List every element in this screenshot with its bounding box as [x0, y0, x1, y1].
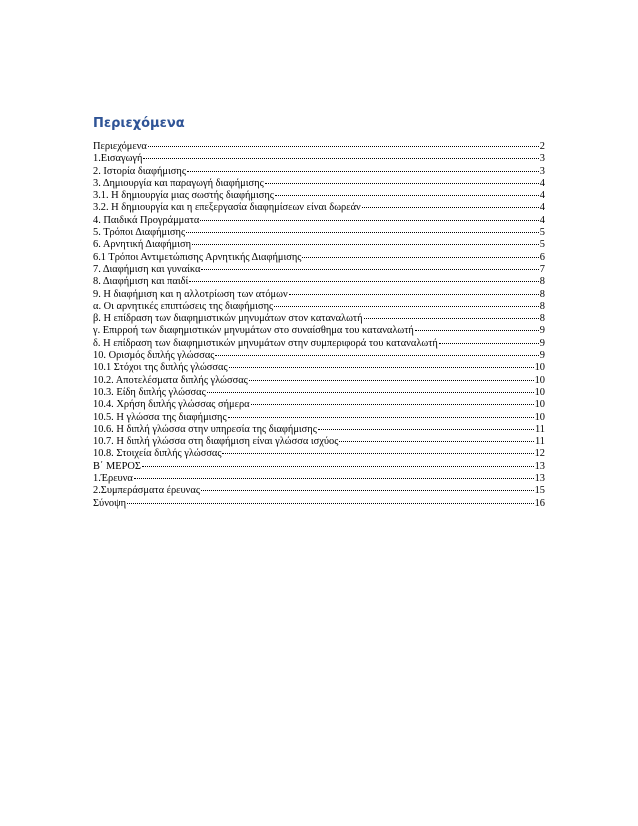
toc-dot-leader — [189, 281, 538, 282]
toc-page-number: 10 — [534, 374, 545, 386]
toc-entry-text: Περιεχόμενα — [93, 141, 147, 152]
toc-entry-text: δ. Η επίδραση των διαφημιστικών μηνυμάτων στην συμπεριφορά του καταναλωτή — [93, 337, 438, 349]
toc-entry-text: 8. Διαφήμιση και παιδί — [93, 276, 189, 288]
toc-dot-leader — [251, 404, 534, 405]
toc-dot-leader — [439, 343, 539, 344]
toc-entry-text: 6.1 Τρόποι Αντιμετώπισης Αρνητικής Διαφήμισης — [93, 251, 302, 263]
toc-entry-text: 3.2. Η δημιουργία και η επεξεργασία διαφημίσεων είναι δωρεάν — [93, 202, 361, 214]
toc-entry[interactable] — [93, 387, 545, 399]
toc-entry[interactable] — [93, 239, 545, 251]
toc-page-number: 4 — [539, 202, 545, 214]
toc-entry[interactable] — [93, 166, 545, 178]
toc-page-number: 13 — [534, 460, 545, 472]
toc-entry-text: 10.4. Χρήση διπλής γλώσσας σήμερα — [93, 399, 250, 411]
toc-entry[interactable] — [93, 375, 545, 387]
toc-entry-text: β. Η επίδραση των διαφημιστικών μηνυμάτων στον καταναλωτή — [93, 313, 363, 325]
toc-page-number: 11 — [534, 423, 545, 435]
toc-entry[interactable] — [93, 153, 545, 165]
toc-entry[interactable] — [93, 498, 545, 510]
toc-page-number: 8 — [539, 276, 545, 288]
toc-dot-leader — [201, 269, 538, 270]
toc-entry-text: 10.5. Η γλώσσα της διαφήμισης — [93, 411, 227, 423]
toc-dot-leader — [134, 478, 534, 479]
toc-entry-text: 1.Εισαγωγή — [93, 153, 143, 165]
toc-entry[interactable] — [93, 399, 545, 411]
toc-page-number: 10 — [534, 386, 545, 398]
toc-entry[interactable] — [93, 215, 545, 227]
toc-entry[interactable] — [93, 252, 545, 264]
toc-entry-text: 4. Παιδικά Προγράμματα — [93, 214, 200, 226]
toc-dot-leader — [127, 503, 534, 504]
toc-entry[interactable] — [93, 190, 545, 202]
toc-page-number: 16 — [534, 497, 545, 509]
toc-entry-text: 2.Συμπεράσματα έρευνας — [93, 485, 200, 497]
toc-dot-leader — [364, 318, 539, 319]
toc-dot-leader — [415, 330, 539, 331]
toc-entry-text: 10.2. Αποτελέσματα διπλής γλώσσας — [93, 374, 248, 386]
toc-dot-leader — [207, 392, 534, 393]
toc-title: Περιεχόμενα — [93, 116, 185, 131]
toc-dot-leader — [274, 306, 539, 307]
toc-entry-text: 2. Ιστορία διαφήμισης — [93, 165, 186, 177]
toc-dot-leader — [215, 355, 538, 356]
toc-list — [93, 141, 545, 510]
toc-page-number: 3 — [539, 165, 545, 177]
toc-dot-leader — [222, 453, 533, 454]
toc-entry-text: 10.1 Στόχοι της διπλής γλώσσας — [93, 362, 228, 374]
toc-page-number: 15 — [534, 485, 545, 497]
toc-dot-leader — [229, 367, 534, 368]
toc-entry[interactable] — [93, 338, 545, 350]
toc-page-number: 4 — [539, 214, 545, 226]
toc-page-number: 10 — [534, 362, 545, 374]
toc-entry-text: 5. Τρόποι Διαφήμισης — [93, 227, 186, 239]
toc-entry-text: α. Οι αρνητικές επιπτώσεις της διαφήμισης — [93, 300, 274, 312]
toc-entry-text: 10.8. Στοιχεία διπλής γλώσσας — [93, 448, 222, 460]
toc-entry-text: 7. Διαφήμιση και γυναίκα — [93, 263, 201, 275]
toc-page-number: 9 — [539, 325, 545, 337]
toc-page-number: 13 — [534, 473, 545, 485]
toc-page-number: 4 — [539, 190, 545, 202]
toc-page-number: 8 — [539, 300, 545, 312]
toc-entry[interactable] — [93, 301, 545, 313]
toc-page-number: 3 — [539, 153, 545, 165]
toc-entry-text: 6. Αρνητική Διαφήμιση — [93, 239, 192, 251]
toc-entry-text: 1.Έρευνα — [93, 473, 133, 485]
toc-dot-leader — [148, 146, 539, 147]
toc-page-number: 8 — [539, 313, 545, 325]
toc-entry[interactable] — [93, 350, 545, 362]
toc-page-number: 5 — [539, 239, 545, 251]
toc-dot-leader — [339, 441, 534, 442]
toc-entry-text: 10.6. Η διπλή γλώσσα στην υπηρεσία της διαφήμισης — [93, 423, 317, 435]
toc-dot-leader — [302, 257, 538, 258]
toc-entry[interactable] — [93, 289, 545, 301]
toc-page-number: 7 — [539, 263, 545, 275]
toc-entry[interactable] — [93, 141, 545, 153]
toc-page-number: 11 — [534, 436, 545, 448]
toc-page-number: 4 — [539, 177, 545, 189]
toc-dot-leader — [187, 171, 539, 172]
toc-entry[interactable] — [93, 178, 545, 190]
toc-dot-leader — [249, 380, 534, 381]
toc-entry-text: 3. Δημιουργία και παραγωγή διαφήμισης — [93, 177, 264, 189]
toc-entry[interactable] — [93, 227, 545, 239]
toc-entry[interactable] — [93, 362, 545, 374]
toc-entry-text: 3.1. Η δημιουργία μιας σωστής διαφήμισης — [93, 190, 274, 202]
toc-entry-text: Β΄ ΜΕΡΟΣ — [93, 460, 141, 472]
toc-dot-leader — [228, 417, 534, 418]
toc-page-number: 5 — [539, 227, 545, 239]
toc-page-number: 6 — [539, 251, 545, 263]
toc-entry[interactable] — [93, 412, 545, 424]
toc-entry[interactable] — [93, 325, 545, 337]
toc-entry[interactable] — [93, 313, 545, 325]
toc-entry-text: 10. Ορισμός διπλής γλώσσας — [93, 350, 215, 362]
toc-entry[interactable] — [93, 264, 545, 276]
toc-page-number: 10 — [534, 399, 545, 411]
toc-dot-leader — [289, 294, 539, 295]
toc-dot-leader — [186, 232, 539, 233]
toc-entry[interactable] — [93, 424, 545, 436]
toc-entry-text: Σύνοψη — [93, 497, 127, 509]
toc-dot-leader — [201, 490, 534, 491]
toc-entry[interactable] — [93, 461, 545, 473]
toc-dot-leader — [192, 244, 539, 245]
toc-entry[interactable] — [93, 448, 545, 460]
toc-dot-leader — [275, 195, 539, 196]
toc-page-number: 9 — [539, 350, 545, 362]
toc-dot-leader — [142, 466, 534, 467]
toc-entry-text: 9. Η διαφήμιση και η αλλοτρίωση των ατόμων — [93, 288, 288, 300]
toc-page-number: 8 — [539, 288, 545, 300]
toc-dot-leader — [318, 429, 534, 430]
toc-entry[interactable] — [93, 202, 545, 214]
toc-dot-leader — [143, 158, 538, 159]
toc-entry[interactable] — [93, 473, 545, 485]
toc-page-number: 10 — [534, 411, 545, 423]
toc-entry[interactable] — [93, 276, 545, 288]
toc-entry-text: γ. Επιρροή των διαφημιστικών μηνυμάτων στο συναίσθημα του καταναλωτή — [93, 325, 414, 337]
toc-page-number: 9 — [539, 337, 545, 349]
toc-dot-leader — [265, 183, 539, 184]
toc-dot-leader — [200, 220, 538, 221]
toc-entry[interactable] — [93, 436, 545, 448]
toc-dot-leader — [362, 207, 539, 208]
toc-page-number: 12 — [534, 448, 545, 460]
toc-entry[interactable] — [93, 485, 545, 497]
toc-entry-text: 10.3. Είδη διπλής γλώσσας — [93, 386, 206, 398]
toc-entry-text: 10.7. Η διπλή γλώσσα στη διαφήμιση είναι γλώσσα ισχύος — [93, 436, 339, 448]
toc-page-number: 2 — [539, 141, 545, 152]
